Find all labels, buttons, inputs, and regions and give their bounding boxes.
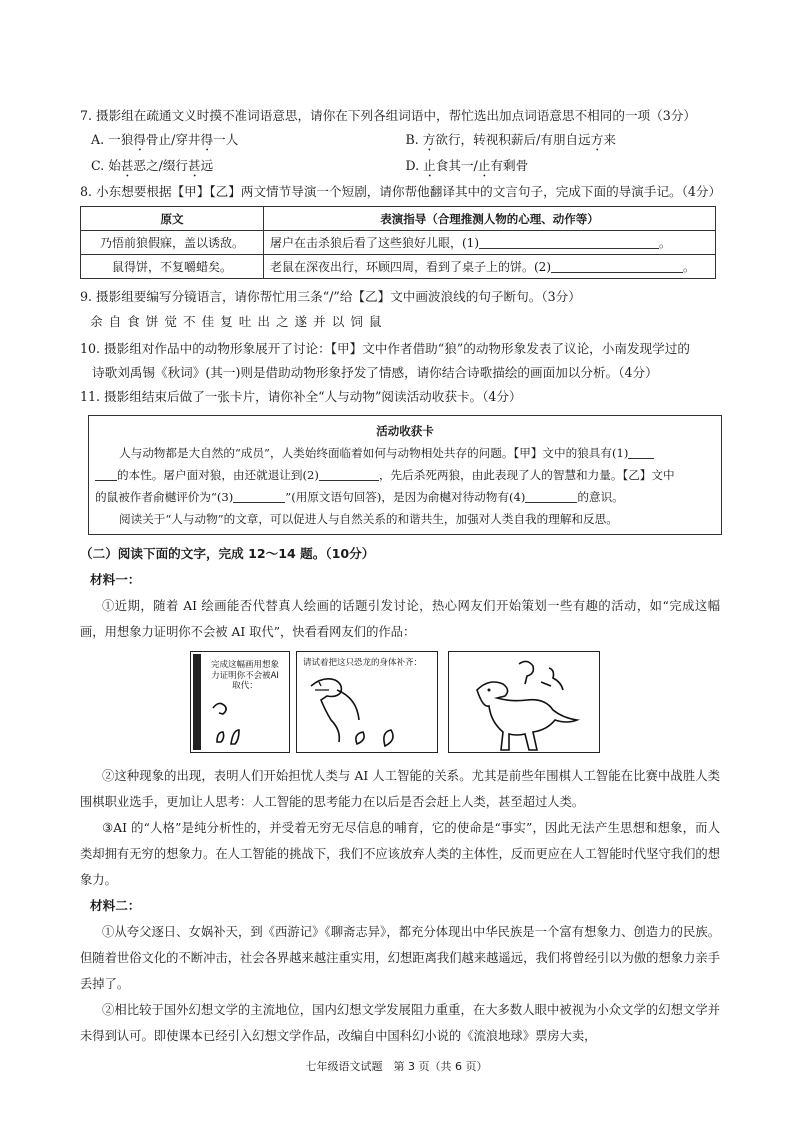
harvest-card (88, 415, 722, 535)
exam-page (80, 104, 720, 1049)
card-line: 阅读关于“人与动物”的文章，可以促进人与自然关系的和谐共生，加强对人类自我的理解和反思。 (119, 512, 618, 526)
q10-line1: 10. 摄影组对作品中的动物形象展开了讨论：【甲】文中作者借助“狼”的动物形象发表了议论，小南发现学过的 (80, 341, 690, 356)
table-header-row (81, 207, 716, 231)
card-blank-4[interactable] (525, 489, 577, 503)
original-text: 鼠得饼，不复嚼蜡矣。 (81, 255, 264, 279)
page-footer: 七年级语文试题 第 3 页（共 6 页） (305, 1060, 488, 1073)
card-blank-1-cont[interactable] (95, 467, 117, 481)
card-line: 人与动物都是大自然的“成员”，人类始终面临着如何与动物相处共存的问题。【甲】文中的狼具有(1) (95, 442, 715, 464)
q8-stem: 8. 小东想要根据【甲】【乙】两文情节导演一个短剧，请你帮他翻译其中的文言句子，完成下面的导演手记。（4分） (80, 184, 722, 199)
q7-option-a[interactable]: A. 一狼得骨止/穿井得一人 (91, 132, 239, 147)
paragraph: ③AI 的“人格”是纯分析性的，并受着无穷无尽信息的哺育，它的使命是“事实”，因此无法产生思想和想象，而人类却拥有无穷的想象力。在人工智能的挑战下，我们不应该放弃人类的主体性，反而更应在人工智能时代坚守我们的想象力。 (80, 821, 720, 887)
director-notes-table (80, 206, 716, 279)
card-blank-2[interactable] (319, 467, 379, 481)
card-title: 活动收获卡 (376, 424, 434, 438)
paragraph: ①近期，随着 AI 绘画能否代替真人绘画的话题引发讨论，热心网友们开始策划一些有趣的活动，如“完成这幅画，用想象力证明你不会被 AI 取代”，快看看网友们的作品： (80, 599, 720, 639)
drawing-2-caption: 请试着把这只恐龙的身体补齐： (303, 658, 423, 668)
q7-options-row1 (80, 128, 720, 154)
guide-cell: 老鼠在深夜出行，环顾四周，看到了桌子上的饼。(2) 。 (264, 255, 716, 279)
q7-options-row2 (80, 154, 720, 180)
q7-stem: 7. 摄影组在疏通文义时摸不准词语意思，请你在下列各组词语中，帮忙选出加点词语意思不相同的一项（3分） (80, 108, 696, 123)
col-guide: 表演指导（合理推测人物的心理、动作等） (264, 207, 716, 231)
col-original: 原文 (81, 207, 264, 231)
q11-stem: 11. 摄影组结束后做了一张卡片，请你补全“人与动物”阅读活动收获卡。（4分） (80, 389, 522, 404)
paragraph: ②相比较于国外幻想文学的主流地位，国内幻想文学发展阻力重重，在大多数人眼中被视为小众文学的幻想文学并未得到认可。即使课本已经引入幻想文学作品，改编自中国科幻小说的《流浪地球》票房大卖， (80, 1003, 720, 1043)
netizen-drawings (80, 651, 720, 755)
q7-option-c[interactable]: C. 始甚恶之/缀行甚远 (91, 158, 214, 173)
card-line: 的本性。屠户面对狼，由还就退让到(2) ，先后杀死两狼，由此表现了人的智慧和力量。【乙】文中 (95, 464, 715, 486)
table-row (81, 255, 716, 279)
paragraph: ②这种现象的出现，表明人们开始担忧人类与 AI 人工智能的关系。尤其是前些年围棋人工智能在比赛中战胜人类围棋职业选手，更加让人思考：人工智能的思考能力在以后是否会赶上人类，甚至超过人类。 (80, 769, 720, 809)
card-blank-1[interactable] (628, 445, 654, 459)
table-row (81, 231, 716, 255)
card-blank-3[interactable] (233, 489, 285, 503)
material-1-label: 材料一： (90, 572, 141, 587)
original-text: 乃悟前狼假寐，盖以诱敌。 (81, 231, 264, 255)
q7-option-d[interactable]: D. 止食其一/止有剩骨 (405, 158, 529, 173)
drawing-1 (190, 651, 290, 753)
section-heading: （二）阅读下面的文字，完成 12～14 题。（10分） (80, 546, 375, 561)
drawing-3-sketch (449, 652, 599, 752)
card-line: 的鼠被作者俞樾评价为“(3) ”(用原文语句回答)，是因为俞樾对待动物有(4) 的意识。 (95, 490, 624, 504)
q10-line2: 诗歌刘禹锡《秋词》(其一)则是借助动物形象抒发了情感，请你结合诗歌描绘的画面加以分析。（4分） (92, 365, 658, 380)
answer-blank-2[interactable] (551, 259, 683, 273)
drawing-3 (448, 651, 600, 753)
q7-option-b[interactable]: B. 方欲行，转视积薪后/有朋自远方来 (405, 132, 616, 147)
answer-blank-1[interactable] (479, 235, 659, 249)
q9-sentence[interactable]: 余自食饼觉不佳复吐出之遂并以饲鼠 (90, 314, 388, 329)
q9-stem: 9. 摄影组要编写分镜语言，请你帮忙用三条“/”给【乙】文中画波浪线的句子断句。（3分） (80, 289, 581, 304)
drawing-1-caption: 完成这幅画用想象力证明你不会被AI取代： (210, 660, 279, 691)
drawing-2 (296, 651, 438, 753)
material-2-label: 材料二： (90, 898, 141, 913)
guide-cell: 屠户在击杀狼后看了这些狼好儿眼，(1) 。 (264, 231, 716, 255)
paragraph: ①从夸父逐日、女娲补天，到《西游记》《聊斋志异》，都充分体现出中华民族是一个富有想象力、创造力的民族。但随着世俗文化的不断冲击，社会各界越来越注重实用，幻想距离我们越来越遥远，我们将曾经引以为傲的想象力亲手丢掉了。 (80, 925, 720, 991)
